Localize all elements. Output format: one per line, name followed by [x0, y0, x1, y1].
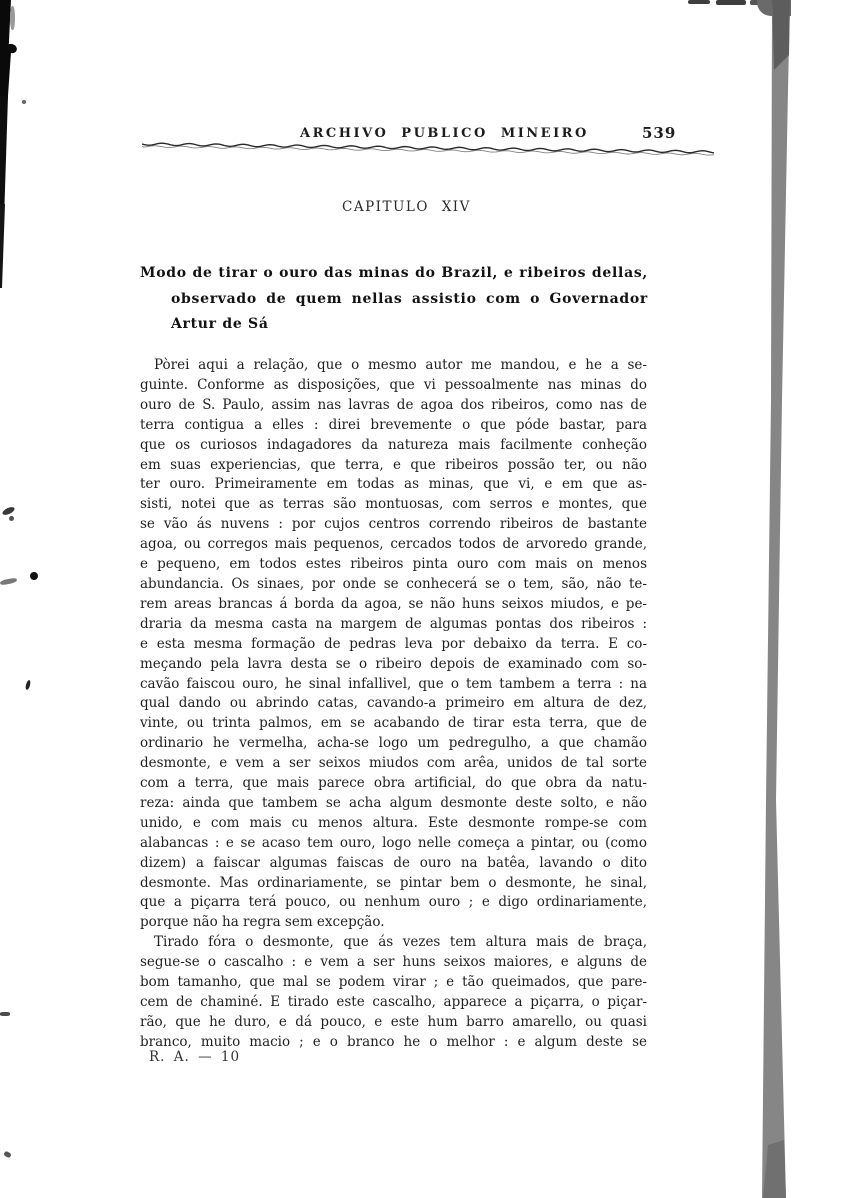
heading-line: observado de quem nellas assistio com o Governador: [171, 290, 648, 307]
body-paragraph-2: [140, 933, 647, 1052]
text-line: qual dando ou abrindo catas, cavando-a primeiro em altura de dez,: [140, 695, 647, 712]
text-line: segue-se o cascalho : e vem a ser huns seixos maiores, e alguns de: [140, 953, 647, 970]
text-line: cem de chaminé. E tirado este cascalho, apparece a piçarra, o piçar-: [140, 993, 647, 1010]
text-line: rem areas brancas á borda da agoa, se não huns seixos miudos, e pe-: [140, 595, 647, 612]
text-line: em suas experiencias, que terra, e que ribeiros possão ter, ou não: [140, 456, 647, 473]
scan-binding-edge: [0, 96, 8, 208]
text-line: sisti, notei que as terras são montuosas, com serros e montes, que: [140, 496, 647, 513]
text-line: vinte, ou trinta palmos, em se acabando de tirar esta terra, que de: [140, 715, 647, 732]
text-line: guinte. Conforme as disposições, que vi pessoalmente nas minas do: [140, 376, 647, 393]
text-line: meçando pela lavra desta se o ribeiro depois de examinado com so-: [140, 655, 647, 672]
text-line: rão, que he duro, e dá pouco, e este hum barro amarello, ou quasi: [140, 1013, 647, 1030]
text-line: terra contigua a elles : direi brevemente o que póde bastar, para: [140, 416, 647, 433]
signature-mark: R. A. — 10: [149, 1049, 241, 1065]
scan-speck: [0, 577, 17, 585]
text-line: e pequeno, em todos estes ribeiros pinta ouro com mais on menos: [140, 556, 647, 573]
heading-line: Modo de tirar o ouro das minas do Brazil, e ribeiros dellas,: [140, 265, 648, 281]
heading-line: Artur de Sá: [171, 316, 269, 332]
text-line: e esta mesma formação de pedras leva por debaixo da terra. E co-: [140, 635, 647, 652]
text-line: que os curiosos indagadores da natureza mais facilmente conheção: [140, 436, 647, 453]
scan-speck: [10, 6, 15, 30]
scan-speck: [22, 100, 26, 104]
text-line: ouro de S. Paulo, assim nas lavras de agoa dos ribeiros, como nas de: [140, 396, 647, 413]
text-line: draria da mesma casta na margem de algumas pontas dos ribeiros :: [140, 615, 647, 632]
scan-speck: [0, 1012, 10, 1016]
scan-speck: [30, 572, 38, 580]
text-line: dizem) a faiscar algumas faiscas de ouro na batêa, lavando o dito: [140, 854, 647, 871]
text-line: porque não ha regra sem excepção.: [140, 914, 385, 931]
scan-speck: [1, 506, 15, 517]
scan-speck: [25, 680, 31, 691]
scan-speck: [9, 516, 14, 521]
text-line: bom tamanho, que mal se podem virar ; e tão queimados, que pare-: [140, 973, 647, 990]
scan-corner-shadow: [757, 0, 791, 16]
scan-top-edge: [688, 0, 710, 4]
text-line: Tirado fóra o desmonte, que ás vezes tem altura mais de braça,: [154, 934, 647, 950]
scan-speck: [3, 1151, 12, 1159]
text-line: alabancas : e se acaso tem ouro, logo nelle começa a pintar, ou (como: [140, 834, 647, 851]
text-line: desmonte, e vem a ser seixos miudos com arêa, unidos de tal sorte: [140, 755, 647, 772]
text-line: se vão ás nuvens : por cujos centros correndo ribeiros de bastante: [140, 516, 647, 533]
header-rule: [142, 141, 720, 159]
text-line: agoa, ou corregos mais pequenos, cercados todos de arvoredo grande,: [140, 536, 647, 553]
text-line: branco, muito macio ; e o branco he o melhor : e algum deste se: [140, 1033, 647, 1050]
section-heading: [140, 261, 648, 338]
text-line: que a piçarra terá pouco, ou nenhum ouro ; e digo ordinariamente,: [140, 894, 647, 911]
text-line: ordinario he vermelha, acha-se logo um pedregulho, a que chamão: [140, 735, 647, 752]
scan-binding-edge: [0, 204, 5, 288]
body-paragraph-1: [140, 356, 647, 933]
text-line: reza: ainda que tambem se acha algum desmonte deste solto, e não: [140, 794, 647, 811]
scan-top-edge: [716, 0, 746, 5]
text-line: unido, e com mais cu menos altura. Este desmonte rompe-se com: [140, 814, 647, 831]
text-line: ter ouro. Primeiramente em todas as minas, que vi, e em que as-: [140, 476, 647, 493]
text-line: desmonte. Mas ordinariamente, se pintar bem o desmonte, he sinal,: [140, 874, 647, 891]
text-line: Pòrei aqui a relação, que o mesmo autor me mandou, e he a se-: [154, 357, 647, 373]
chapter-title: CAPITULO XIV: [342, 199, 471, 215]
text-line: com a terra, que mais parece obra artificial, do que obra da natu-: [140, 775, 647, 792]
text-line: cavão faiscou ouro, he sinal infallivel, que o tem tambem a terra : na: [140, 675, 647, 692]
running-header-title: ARCHIVO PUBLICO MINEIRO: [300, 126, 589, 141]
text-line: abundancia. Os sinaes, por onde se conhecerá se o tem, são, não te-: [140, 575, 647, 592]
page-number: 539: [642, 124, 677, 142]
